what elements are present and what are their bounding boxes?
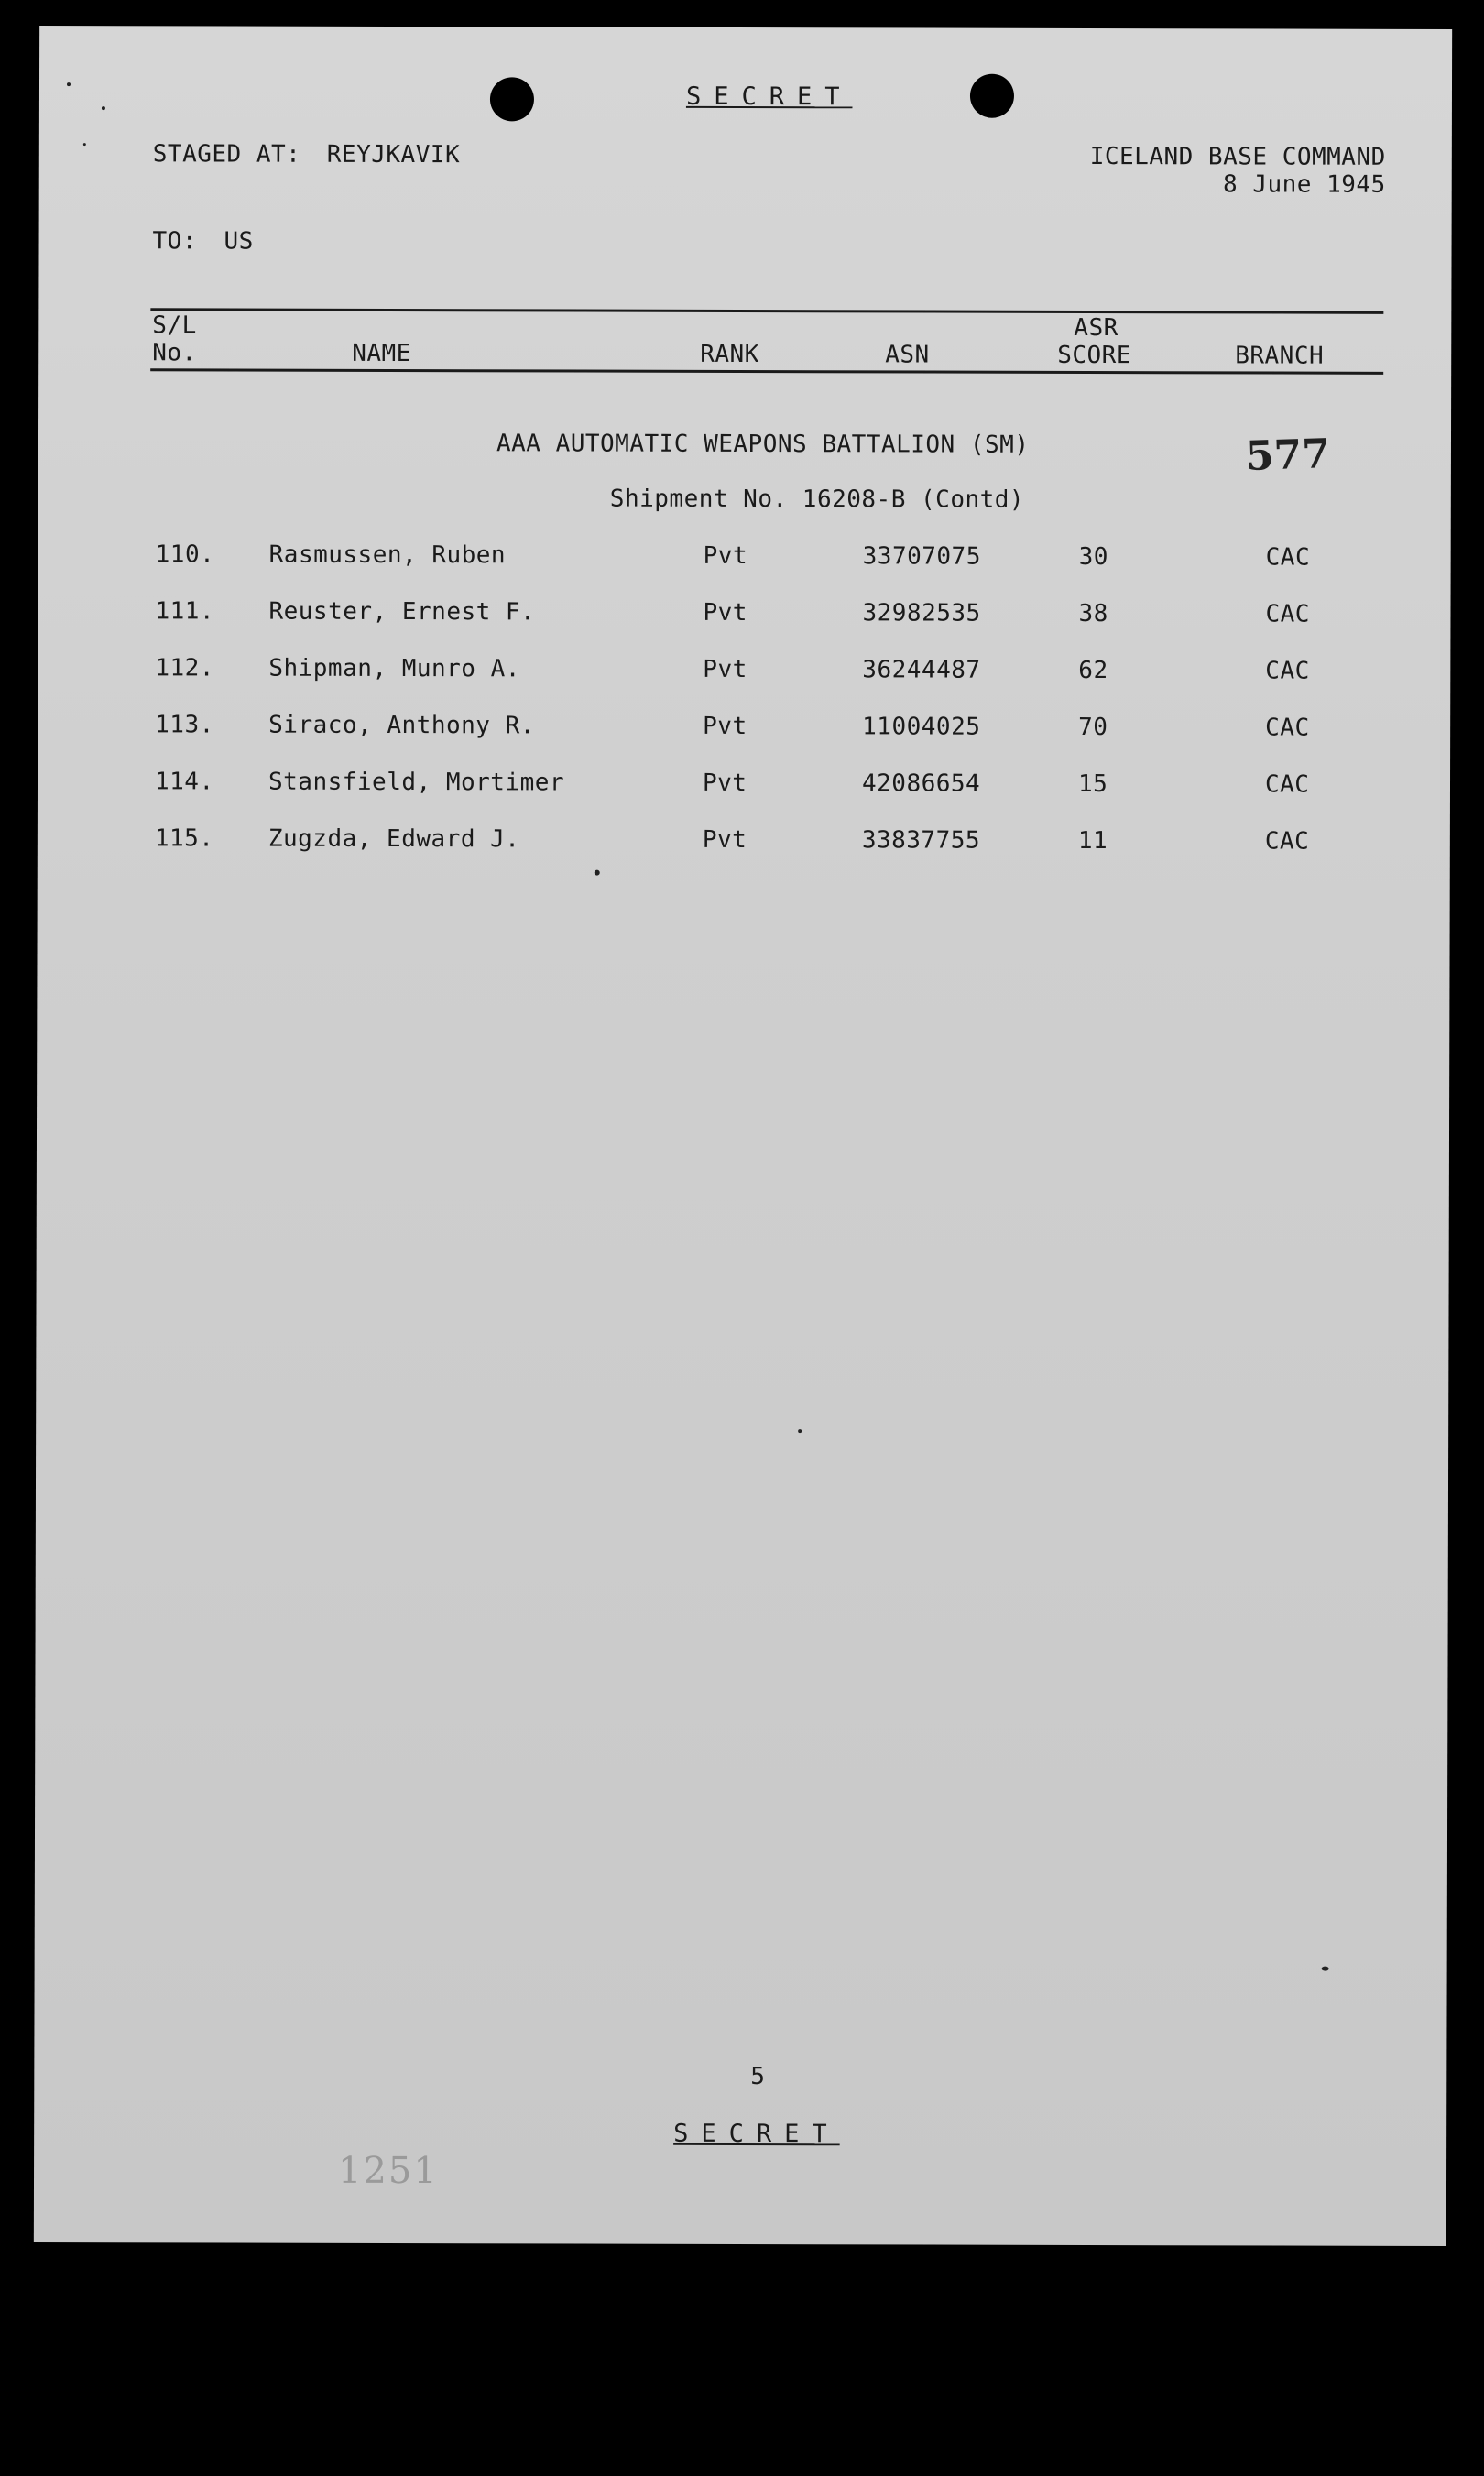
row-rank: Pvt xyxy=(702,825,747,855)
speck xyxy=(1322,1967,1329,1971)
row-branch: CAC xyxy=(1264,770,1310,799)
row-name: Shipman, Munro A. xyxy=(268,654,520,683)
punch-hole-right xyxy=(970,74,1014,118)
column-sl-line1: S/L xyxy=(152,311,197,340)
speck xyxy=(83,143,86,146)
row-rank: Pvt xyxy=(703,541,748,571)
row-score: 62 xyxy=(1078,656,1108,685)
row-score: 70 xyxy=(1078,713,1108,742)
shipment-number: Shipment No. 16208-B (Contd) xyxy=(609,485,1025,514)
row-sl: 115. xyxy=(154,824,214,853)
unit-title: AAA AUTOMATIC WEAPONS BATTALION (SM) xyxy=(496,430,1030,459)
row-name: Zugzda, Edward J. xyxy=(267,824,520,854)
row-score: 15 xyxy=(1077,769,1108,799)
column-asn: ASN xyxy=(885,341,930,369)
command-name: ICELAND BASE COMMAND xyxy=(1089,142,1386,171)
header-top-rule xyxy=(150,308,1383,314)
row-branch: CAC xyxy=(1265,714,1310,742)
document-page xyxy=(34,26,1452,2246)
column-branch: BRANCH xyxy=(1235,342,1325,370)
speck xyxy=(102,106,105,110)
row-branch: CAC xyxy=(1265,543,1311,572)
unit-number: 577 xyxy=(1245,431,1331,481)
document-date: 8 June 1945 xyxy=(1222,170,1386,199)
row-asn: 11004025 xyxy=(862,713,981,741)
row-branch: CAC xyxy=(1265,600,1311,628)
row-name: Rasmussen, Ruben xyxy=(268,540,507,570)
to-value: US xyxy=(224,227,254,256)
row-branch: CAC xyxy=(1265,657,1310,685)
top-classification: SECRET xyxy=(685,82,853,112)
column-asr-line2: SCORE xyxy=(1057,341,1132,370)
row-rank: Pvt xyxy=(703,712,747,741)
row-asn: 33837755 xyxy=(861,826,981,855)
page-number: 5 xyxy=(750,2063,766,2091)
row-rank: Pvt xyxy=(703,598,748,627)
row-branch: CAC xyxy=(1264,827,1310,856)
speck xyxy=(67,82,71,86)
row-name: Siraco, Anthony R. xyxy=(268,711,535,740)
row-asn: 32982535 xyxy=(862,599,981,627)
column-name: NAME xyxy=(352,339,411,368)
row-score: 11 xyxy=(1077,826,1108,856)
punch-hole-left xyxy=(490,77,534,121)
speck xyxy=(798,1429,802,1433)
row-asn: 33707075 xyxy=(862,542,981,571)
row-rank: Pvt xyxy=(703,655,747,684)
bottom-classification: SECRET xyxy=(673,2119,840,2149)
row-sl: 111. xyxy=(155,597,215,626)
row-sl: 113. xyxy=(155,711,214,739)
staged-at-label: STAGED AT: xyxy=(152,140,301,169)
row-sl: 112. xyxy=(155,654,214,682)
column-asr-line1: ASR xyxy=(1074,313,1118,343)
row-score: 38 xyxy=(1078,599,1108,628)
row-rank: Pvt xyxy=(702,769,747,798)
speck xyxy=(595,870,600,876)
staged-at-value: REYJKAVIK xyxy=(326,140,461,169)
row-name: Reuster, Ernest F. xyxy=(268,597,536,627)
column-rank: RANK xyxy=(700,340,759,369)
row-sl: 110. xyxy=(155,540,215,569)
row-asn: 42086654 xyxy=(861,769,981,798)
row-sl: 114. xyxy=(154,768,214,796)
row-name: Stansfield, Mortimer xyxy=(267,768,565,797)
header-bottom-rule xyxy=(150,368,1383,375)
row-asn: 36244487 xyxy=(862,656,981,684)
stamp-number: 1251 xyxy=(337,2149,439,2193)
to-label: TO: xyxy=(152,227,198,256)
column-sl-line2: No. xyxy=(152,339,197,367)
row-score: 30 xyxy=(1078,542,1109,572)
